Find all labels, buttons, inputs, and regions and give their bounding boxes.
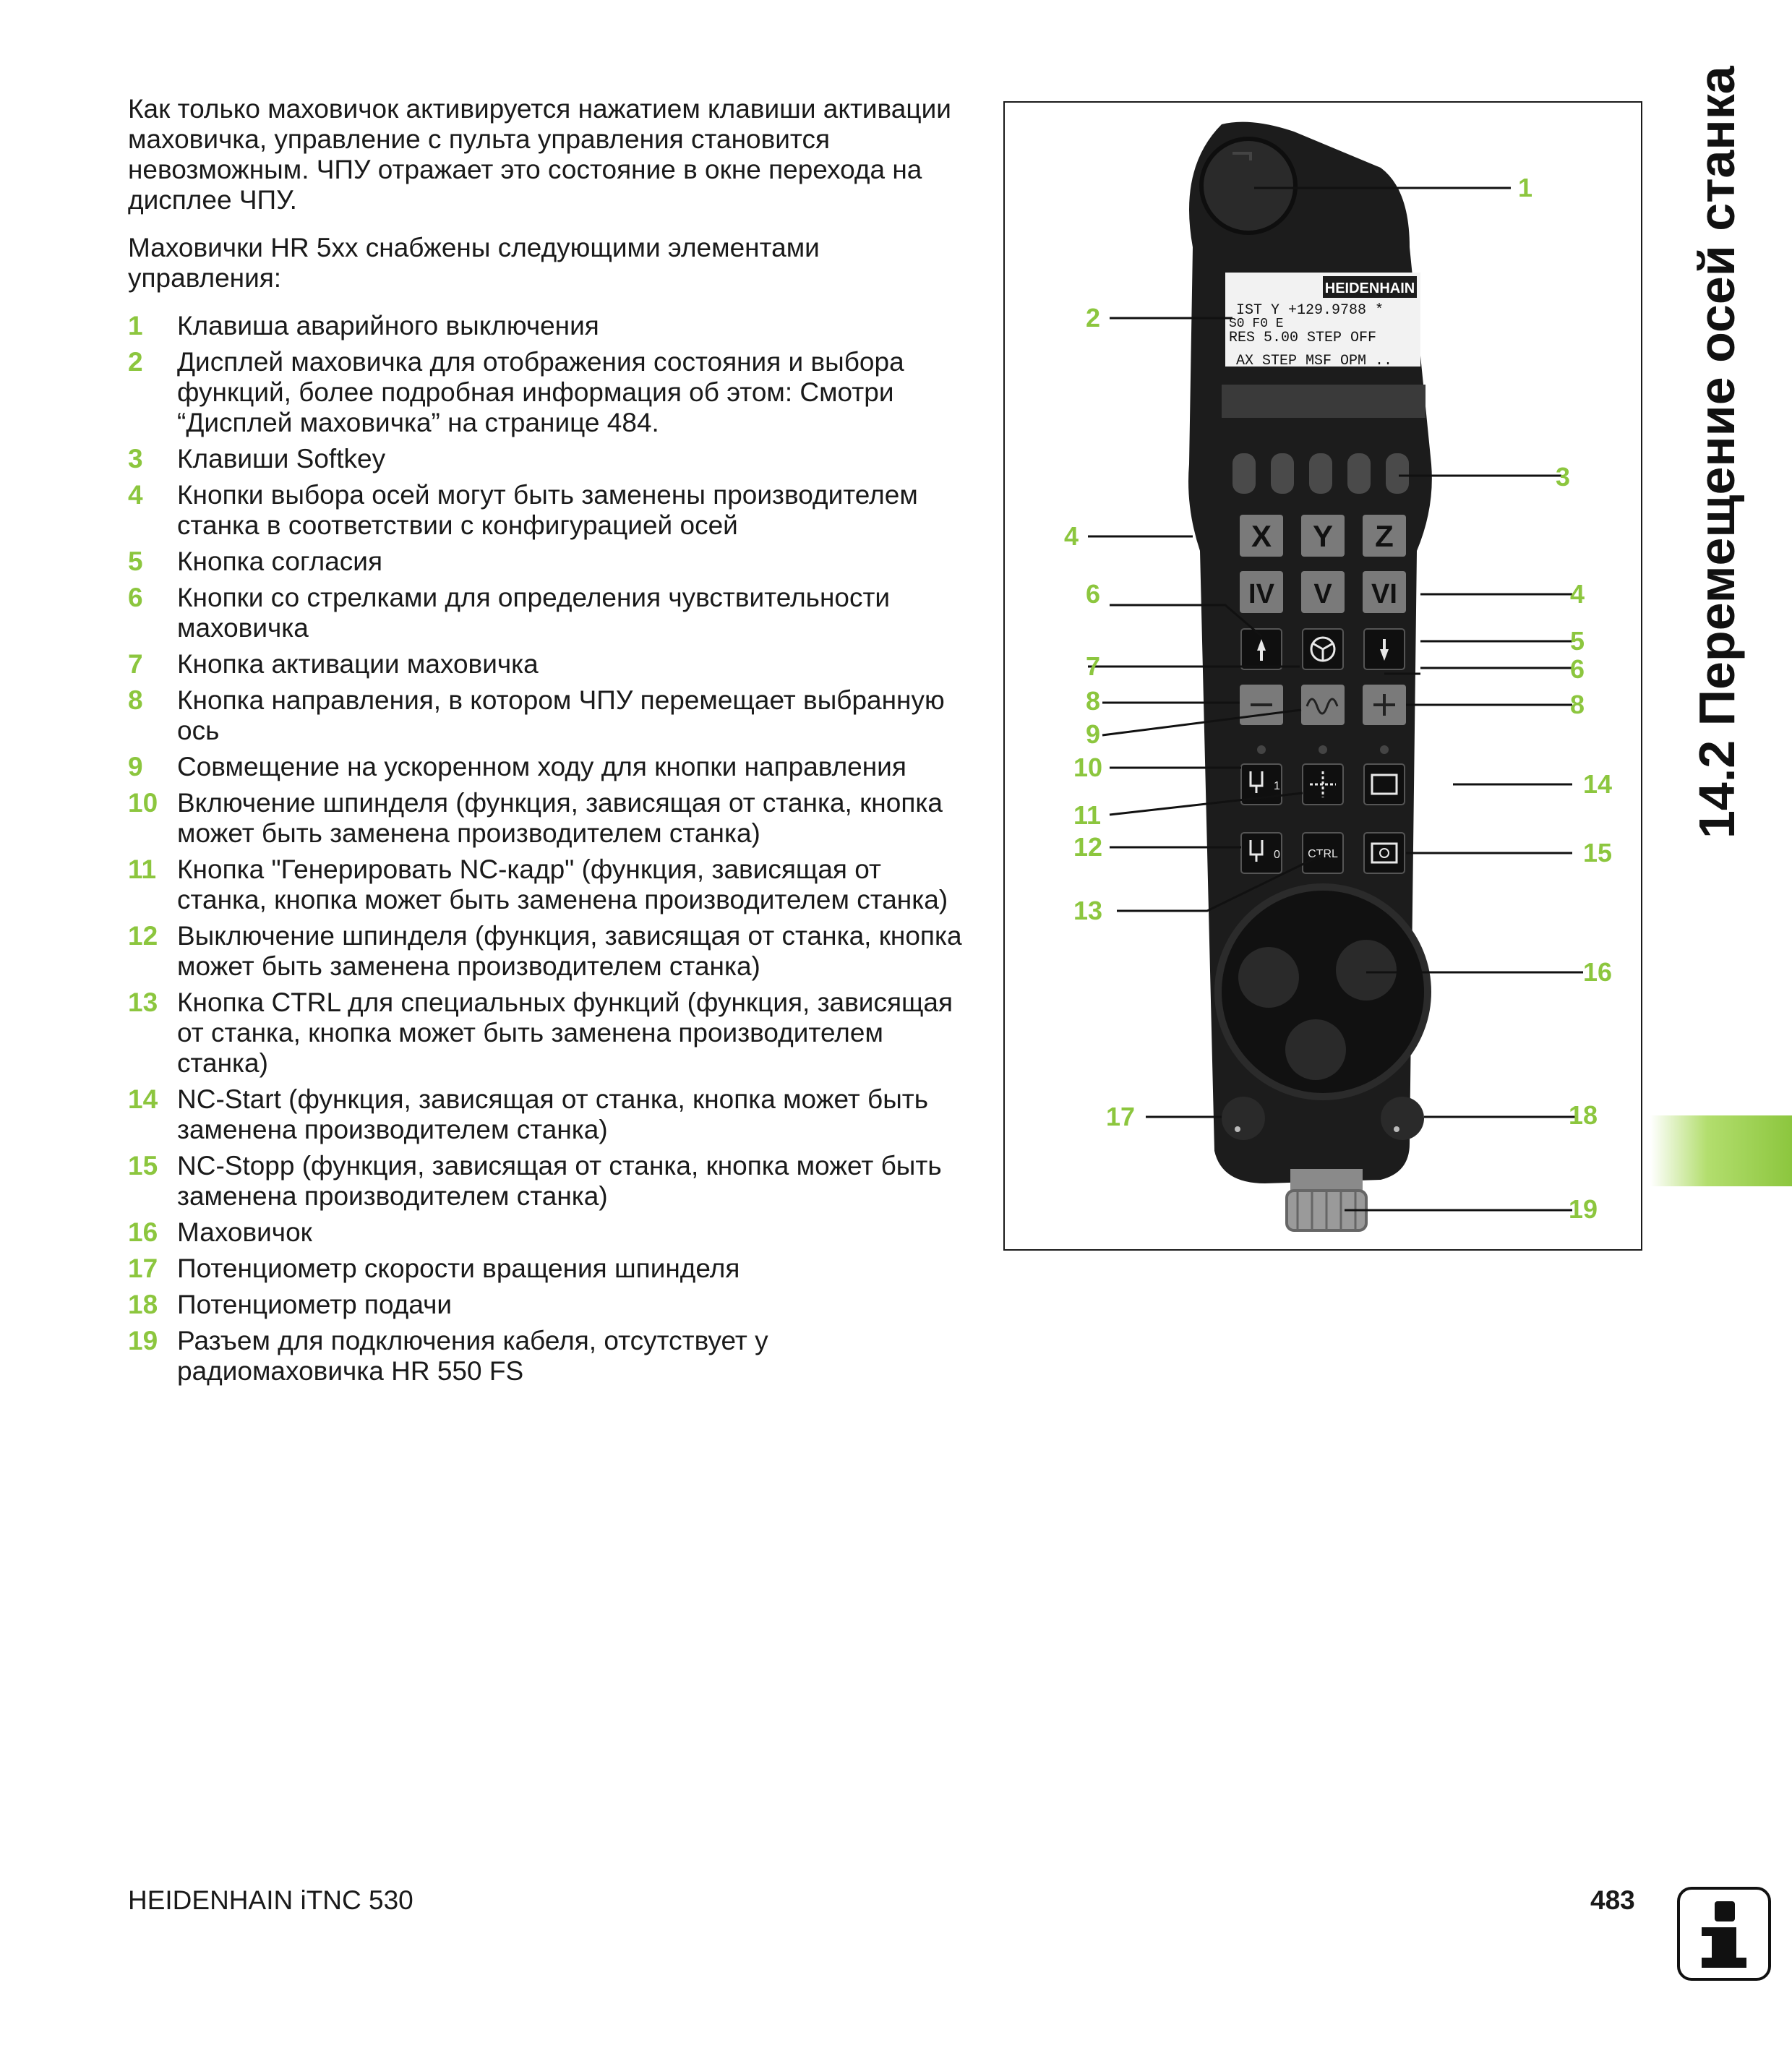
callout-8a: 8	[1086, 686, 1101, 716]
item-text: Кнопка направления, в котором ЧПУ перемещает выбранную ось	[177, 685, 945, 745]
softkey-4[interactable]	[1347, 453, 1371, 494]
info-icon	[1677, 1887, 1771, 1981]
softkey-5[interactable]	[1386, 453, 1409, 494]
callout-5: 5	[1570, 626, 1585, 656]
callout-15: 15	[1583, 838, 1613, 867]
item-number: 2	[128, 347, 143, 377]
item-number: 10	[128, 788, 158, 818]
axis-key-x-label: X	[1251, 519, 1272, 553]
list-item	[128, 921, 966, 982]
page-number: 483	[1590, 1885, 1635, 1915]
intro-paragraph-1: Как только маховичок активируется нажатием клавиши активации маховичка, управление с пульта управления становится невозможным. ЧПУ отражает это состояние в окне перехода на дисплее ЧПУ.	[128, 94, 951, 215]
axis-key-v-label: V	[1313, 579, 1332, 609]
item-text: Клавиши Softkey	[177, 444, 386, 474]
item-text: Кнопка согласия	[177, 547, 383, 576]
callout-17: 17	[1106, 1102, 1136, 1131]
callout-18: 18	[1569, 1100, 1598, 1130]
handwheel-illustration	[1005, 103, 1644, 1252]
callout-1: 1	[1518, 173, 1533, 202]
item-number: 13	[128, 987, 158, 1017]
softkey-1[interactable]	[1232, 453, 1256, 494]
item-text: Дисплей маховичка для отображения состояния и выбора функций, более подробная информация об этом: Смотри “Дисплей маховичка” на странице 484.	[177, 347, 904, 437]
list-item	[128, 444, 966, 474]
callout-10: 10	[1073, 753, 1103, 782]
footer-manual-title: HEIDENHAIN iTNC 530	[128, 1885, 413, 1915]
feed-potentiometer[interactable]	[1381, 1097, 1424, 1140]
handwheel-grip	[1336, 940, 1397, 1001]
softkey-2[interactable]	[1271, 453, 1294, 494]
softkey-strip	[1222, 385, 1426, 418]
indicator-dot	[1257, 745, 1266, 754]
item-number: 9	[128, 752, 143, 781]
item-number: 8	[128, 685, 143, 715]
list-item	[128, 1151, 966, 1212]
item-text: NC-Stopp (функция, зависящая от станка, кнопка может быть заменена производителем станка)	[177, 1151, 942, 1211]
item-number: 7	[128, 649, 143, 679]
spindle-speed-potentiometer[interactable]	[1222, 1097, 1265, 1140]
item-number: 19	[128, 1326, 158, 1355]
list-item	[128, 752, 966, 782]
item-number: 1	[128, 311, 143, 340]
list-item	[128, 987, 966, 1079]
item-text: Клавиша аварийного выключения	[177, 311, 599, 340]
spindle-off-index: 0	[1274, 849, 1280, 861]
list-item	[128, 1084, 966, 1145]
axis-key-y-label: Y	[1312, 519, 1334, 553]
list-item	[128, 1254, 966, 1284]
display-softkeys: AX STEP MSF OPM ..	[1236, 353, 1393, 369]
display-line-1: IST Y +129.9788 *	[1236, 302, 1384, 319]
handwheel-grip	[1238, 947, 1299, 1008]
list-item	[128, 311, 966, 341]
item-text: Потенциометр скорости вращения шпинделя	[177, 1254, 740, 1283]
item-text: Включение шпинделя (функция, зависящая от станка, кнопка может быть заменена производителем станка)	[177, 788, 943, 848]
callout-12: 12	[1073, 832, 1103, 862]
item-text: NC-Start (функция, зависящая от станка, кнопка может быть заменена производителем станка)	[177, 1084, 929, 1144]
callout-11: 11	[1073, 800, 1102, 830]
item-text: Кнопки со стрелками для определения чувствительности маховичка	[177, 583, 891, 643]
item-number: 12	[128, 921, 158, 951]
callout-9: 9	[1086, 719, 1101, 749]
list-item	[128, 347, 966, 438]
item-text: Кнопки выбора осей могут быть заменены производителем станка в соответствии с конфигурацией осей	[177, 480, 918, 540]
item-number: 6	[128, 583, 143, 612]
nc-start-key[interactable]	[1364, 764, 1405, 805]
axis-key-z-label: Z	[1375, 519, 1394, 553]
display-line-2: S0 F0 E	[1229, 317, 1284, 331]
cable-connector	[1290, 1169, 1363, 1191]
item-number: 11	[128, 854, 157, 884]
callout-19: 19	[1569, 1194, 1598, 1224]
axis-key-vi-label: VI	[1371, 579, 1397, 609]
ctrl-key-label: CTRL	[1308, 848, 1338, 860]
callout-14: 14	[1583, 769, 1613, 799]
item-number: 14	[128, 1084, 158, 1114]
display-line-3: RES 5.00 STEP OFF	[1229, 330, 1377, 346]
indicator-dot	[1319, 745, 1327, 754]
item-number: 16	[128, 1217, 158, 1247]
axis-key-iv-label: IV	[1248, 579, 1274, 609]
control-elements-list	[128, 311, 966, 1392]
list-item	[128, 583, 966, 643]
item-text: Выключение шпинделя (функция, зависящая от станка, кнопка может быть заменена производителем станка)	[177, 921, 962, 981]
list-item	[128, 1290, 966, 1320]
handwheel-grip	[1285, 1019, 1346, 1080]
item-number: 3	[128, 444, 143, 474]
list-item	[128, 1217, 966, 1248]
item-number: 4	[128, 480, 143, 510]
indicator-dot	[1380, 745, 1389, 754]
item-text: Совмещение на ускоренном ходу для кнопки направления	[177, 752, 906, 781]
item-text: Разъем для подключения кабеля, отсутствует у радиомаховичка HR 550 FS	[177, 1326, 768, 1386]
callout-8b: 8	[1570, 690, 1585, 719]
callout-13: 13	[1073, 896, 1103, 925]
handwheel-figure	[1003, 101, 1642, 1251]
softkey-3[interactable]	[1309, 453, 1332, 494]
display-brand: HEIDENHAIN	[1324, 280, 1415, 296]
chapter-side-title: 14.2 Перемещение осей станка	[1689, 66, 1745, 839]
potentiometer-dot	[1235, 1126, 1240, 1132]
spindle-on-index: 1	[1274, 780, 1280, 792]
list-item	[128, 685, 966, 746]
callout-6b: 6	[1570, 654, 1585, 684]
item-number: 15	[128, 1151, 158, 1181]
callout-6a: 6	[1086, 579, 1101, 609]
callout-2: 2	[1086, 303, 1101, 333]
potentiometer-dot	[1394, 1126, 1399, 1132]
item-number: 5	[128, 547, 143, 576]
item-text: Маховичок	[177, 1217, 312, 1247]
item-text: Кнопка CTRL для специальных функций (функция, зависящая от станка, кнопка может быть заменена производителем станка)	[177, 987, 953, 1078]
list-item	[128, 788, 966, 849]
chapter-tab-marker	[1650, 1115, 1792, 1186]
item-number: 18	[128, 1290, 158, 1319]
callout-4a: 4	[1064, 521, 1079, 551]
callout-16: 16	[1583, 957, 1613, 987]
list-item	[128, 480, 966, 541]
item-text: Потенциометр подачи	[177, 1290, 453, 1319]
item-text: Кнопка активации маховичка	[177, 649, 539, 679]
nc-stop-key[interactable]	[1364, 833, 1405, 873]
list-item	[128, 547, 966, 577]
callout-4b: 4	[1570, 579, 1585, 609]
intro-paragraph-2: Маховички HR 5xx снабжены следующими элементами управления:	[128, 233, 820, 293]
callout-7: 7	[1086, 651, 1101, 681]
callout-3: 3	[1556, 462, 1571, 492]
item-number: 17	[128, 1254, 158, 1283]
list-item	[128, 1326, 966, 1387]
list-item	[128, 854, 966, 915]
list-item	[128, 649, 966, 680]
item-text: Кнопка "Генерировать NC-кадр" (функция, зависящая от станка, кнопка может быть заменена производителем станка)	[177, 854, 948, 914]
